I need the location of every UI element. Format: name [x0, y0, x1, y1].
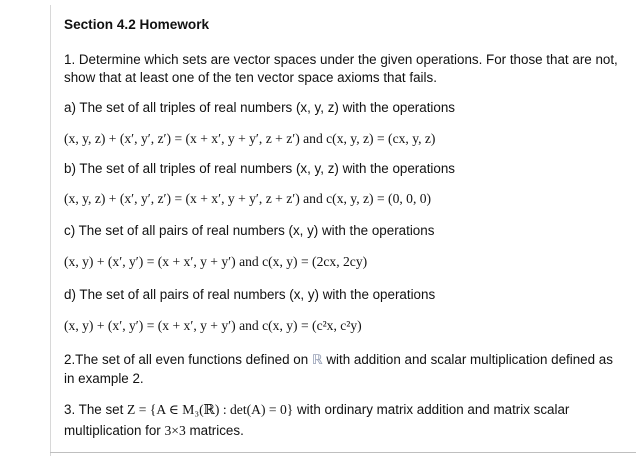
problem-3-line-2 [64, 423, 244, 439]
matrix-size: 3×3 [164, 423, 186, 438]
problem-1c-text: c) The set of all pairs of real numbers (x, y) with the operations [64, 223, 435, 238]
problem-1d-text: d) The set of all pairs of real numbers (x, y) with the operations [64, 287, 436, 302]
problem-2-line-2: in example 2. [64, 371, 144, 386]
problem-2-text-after: with addition and scalar multiplication defined as [322, 352, 613, 367]
problem-3-text-before: 3. The set [64, 402, 128, 417]
problem-3-line-2-before: multiplication for [64, 423, 165, 438]
problem-1a-operations: (x, y, z) + (x′, y′, z′) = (x + x′, y + y′, z + z′) and c(x, y, z) = (cx, y, z) [64, 131, 436, 146]
problem-1a-text: a) The set of all triples of real numbers (x, y, z) with the operations [64, 100, 455, 115]
problem-3-text-after: with ordinary matrix addition and matrix scalar [293, 402, 570, 417]
problem-3-line-2-after: matrices. [185, 423, 244, 438]
problem-1c-operations: (x, y) + (x′, y′) = (x + x′, y + y′) and c(x, y) = (2cx, 2cy) [64, 254, 368, 269]
problem-1b-operations: (x, y, z) + (x′, y′, z′) = (x + x′, y + y′, z + z′) and c(x, y, z) = (0, 0, 0) [64, 191, 432, 206]
real-numbers-symbol: ℝ [311, 353, 323, 368]
problem-1d-operations: (x, y) + (x′, y′) = (x + x′, y + y′) and c(x, y) = (c²x, c²y) [64, 318, 362, 333]
problem-1-intro-line-1: 1. Determine which sets are vector spaces under the given operations. For those that are not, [64, 52, 618, 67]
problem-3-set-definition: Z = {A ∈ M₃(ℝ) : det(A) = 0} [127, 402, 294, 417]
problem-1b-text: b) The set of all triples of real numbers (x, y, z) with the operations [64, 161, 455, 176]
problem-1-intro-line-2: show that at least one of the ten vector space axioms that fails. [64, 70, 437, 85]
section-title: Section 4.2 Homework [64, 17, 210, 32]
bottom-divider [50, 452, 636, 453]
problem-3-line-1 [64, 402, 569, 418]
problem-2-line-1 [64, 352, 613, 369]
problem-2-text-before: 2.The set of all even functions defined on [64, 352, 312, 367]
